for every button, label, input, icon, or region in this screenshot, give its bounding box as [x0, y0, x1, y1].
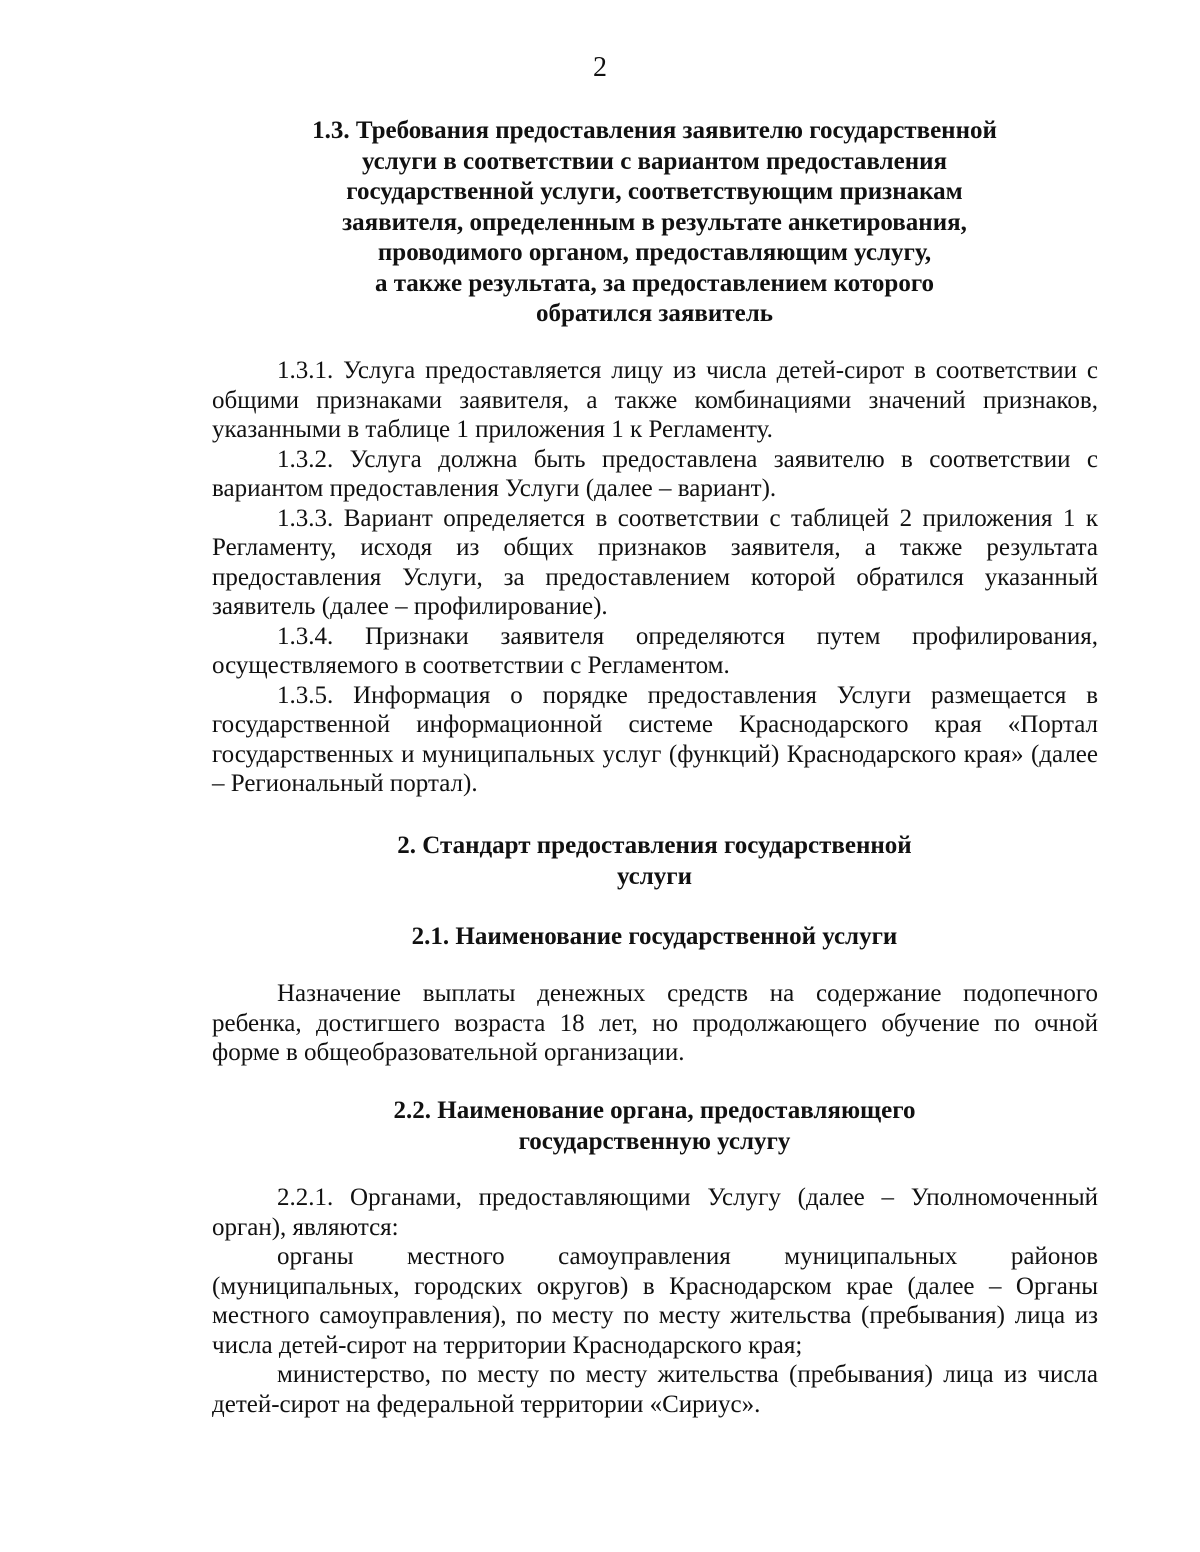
heading-line: 2.1. Наименование государственной услуги	[411, 923, 898, 950]
paragraph-2-2-1: 2.2.1. Органами, предоставляющими Услугу (далее – Уполномоченный орган), являются:	[212, 1184, 1098, 1241]
section-2-2-body	[212, 1183, 1098, 1419]
heading-line: заявителя, определенным в результате анкетирования,	[342, 208, 967, 236]
paragraph-2-2-ministry: министерство, по месту по месту жительства (пребывания) лица из числа детей-сирот на федеральной территории «Сириус».	[212, 1361, 1098, 1418]
heading-line: услуги в соответствии с вариантом предоставления	[361, 147, 948, 175]
heading-line: проводимого органом, предоставляющим услугу,	[377, 239, 932, 266]
paragraph-1-3-4: 1.3.4. Признаки заявителя определяются путем профилирования, осуществляемого в соответствии с Регламентом.	[212, 622, 1098, 679]
section-1-3-body	[212, 356, 1098, 799]
heading-line: государственной услуги, соответствующим признакам	[346, 178, 963, 205]
paragraph-1-3-3: 1.3.3. Вариант определяется в соответствии с таблицей 2 приложения 1 к Регламенту, исходя из общих признаков заявителя, а также результата предоставления Услуги, за предоставлением которой обратился указанный заявитель (далее – профилирование).	[212, 504, 1098, 620]
paragraph-2-1: Назначение выплаты денежных средств на содержание подопечного ребенка, достигшего возраста 18 лет, но продолжающего обучение по очной форме в общеобразовательной организации.	[212, 980, 1098, 1066]
section-2-1-body	[212, 979, 1098, 1068]
heading-line: 2. Стандарт предоставления государственной	[397, 832, 912, 859]
paragraph-1-3-1: 1.3.1. Услуга предоставляется лицу из числа детей-сирот в соответствии с общими признаками заявителя, а также комбинациями значений признаков, указанными в таблице 1 приложения 1 к Регламенту.	[212, 357, 1098, 443]
heading-line: 1.3. Требования предоставления заявителю государственной	[312, 117, 997, 144]
heading-line: услуги	[616, 862, 693, 890]
paragraph-1-3-5: 1.3.5. Информация о порядке предоставления Услуги размещается в государственной информационной системе Краснодарского края «Портал государственных и муниципальных услуг (функций) Краснодарского края» (далее – Региональный портал).	[212, 681, 1098, 797]
paragraph-1-3-2: 1.3.2. Услуга должна быть предоставлена заявителю в соответствии с вариантом предоставления Услуги (далее – вариант).	[212, 445, 1098, 502]
page-number: 2	[593, 52, 607, 83]
heading-line: 2.2. Наименование органа, предоставляющего	[393, 1097, 916, 1124]
heading-line: государственную услугу	[518, 1127, 791, 1155]
paragraph-2-2-local: органы местного самоуправления муниципальных районов (муниципальных, городских округов) в Краснодарском крае (далее – Органы местного самоуправления), по месту по месту жительства (пребывания) лица из числа детей-сирот на территории Краснодарского края;	[212, 1243, 1098, 1359]
section-2-heading	[0, 831, 1200, 892]
section-2-2-heading	[0, 1096, 1200, 1157]
heading-line: обратился заявитель	[536, 300, 773, 327]
section-1-3-heading	[0, 116, 1200, 330]
section-2-1-heading	[0, 922, 1200, 953]
heading-line: а также результата, за предоставлением которого	[374, 269, 935, 297]
